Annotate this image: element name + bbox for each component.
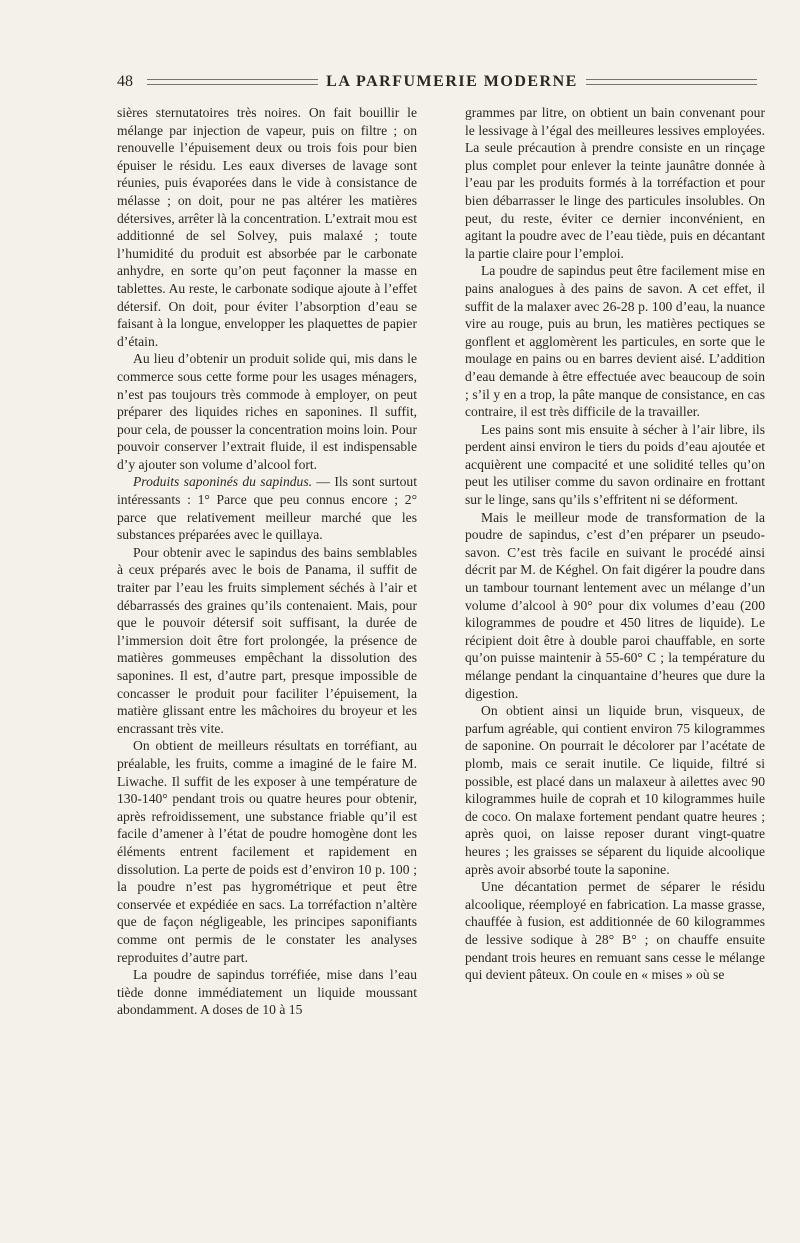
paragraph: On obtient ainsi un liquide brun, visqueux, de parfum agréable, qui contient environ 75 kilogrammes de saponine. On pourrait le décolorer par l’acétate de plomb, mais ce serait inutile. Ce liquide, filtré si possible, est placé dans un malaxeur à ailettes avec 90 kilogrammes huile de coprah et 10 kilogrammes huile de coco. On malaxe fortement pendant quatre heures ; après quoi, on laisse reposer durant vingt-quatre heures ; les graisses se séparent du liquide alcoolique après avoir absorbé toute la saponine. xyxy=(465,703,765,877)
paragraph: Produits saponinés du sapindus. — Ils sont surtout intéressants : 1° Parce que peu connus encore ; 2° parce que relativement meilleur marché que les substances préparées avec le quillaya. xyxy=(117,474,417,543)
header-rule-left xyxy=(147,79,318,85)
paragraph: La poudre de sapindus torréfiée, mise dans l’eau tiède donne immédiatement un liquide moussant abondamment. A doses de 10 à 15 xyxy=(117,967,417,1018)
paragraph: On obtient de meilleurs résultats en torréfiant, au préalable, les fruits, comme a imaginé de le faire M. Liwache. Il suffit de les exposer à une température de 130-140° pendant trois ou quatre heures pour obtenir, après refroidissement, une substance friable qu’il est facile d’amener à l’état de poudre homogène dont les éléments entrent facilement et rapidement en dissolution. La perte de poids est d’environ 10 p. 100 ; la poudre n’est pas hygrométrique et peut être conservée et expédiée en sacs. La torréfaction n’altère que de façon négligeable, les principes saponifiants comme ont permis de le constater les analyses reproduites d’autre part. xyxy=(117,738,417,965)
paragraph: Les pains sont mis ensuite à sécher à l’air libre, ils perdent ainsi environ le tiers du poids d’eau ajoutée et acquièrent une compacité et une solidité telles qu’on peut les utiliser comme du savon ordinaire en frottant sur le linge, sans qu’ils s’effritent ni se déforment. xyxy=(465,421,765,508)
section-heading: Produits saponinés du sapindus. xyxy=(133,474,313,490)
paragraph: La poudre de sapindus peut être facilement mise en pains analogues à des pains de savon. A cet effet, il suffit de la malaxer avec 26-28 p. 100 d’eau, la nuance vire au rouge, puis au brun, les matières pectiques se gonflent et agglomèrent les particules, en sorte que le moulage en pains ou en barres devient aisé. L’addition d’eau demande à être effectuée avec beaucoup de soin ; s’il y en a trop, la pâte manque de consistance, en cas contraire, il est très difficile de la travailler. xyxy=(465,263,765,420)
header-rule-right xyxy=(586,79,757,85)
running-header xyxy=(117,70,765,94)
paragraph: Au lieu d’obtenir un produit solide qui, mis dans le commerce sous cette forme pour les usages ménagers, n’est pas toujours très commode à employer, on peut préparer des liquides riches en saponines. Il suffit, pour cela, de pousser la concentration moins loin. Pour pouvoir conserver l’extrait fluide, il est indispensable d’y ajouter son volume d’alcool fort. xyxy=(117,351,417,472)
paragraph: Pour obtenir avec le sapindus des bains semblables à ceux préparés avec le bois de Panama, il suffit de traiter par l’eau les fruits simplement séchés à l’air et débarrassés des graines qu’ils contenaient. Mais, pour que le pouvoir détersif soit suffisant, la durée de l’immersion doit être fort prolongée, la présence de matières gommeuses empêchant la dissolution des saponines. Il est, d’autre part, presque impossible de concasser le produit pour faciliter l’épuisement, la matière glissant entre les mâchoires du broyeur et les encrassant très vite. xyxy=(117,544,417,736)
right-column xyxy=(465,104,765,984)
paragraph: Une décantation permet de séparer le résidu alcoolique, réemployé en fabrication. La masse grasse, chauffée à fusion, est additionnée de 60 kilogrammes de lessive sodique à 28° B° ; on chauffe ensuite pendant trois heures en remuant sans cesse le mélange qui devient pâteux. On coule en « mises » où se xyxy=(465,879,765,983)
paragraph: Mais le meilleur mode de transformation de la poudre de sapindus, c’est d’en préparer un pseudo-savon. C’est très facile en suivant le procédé ainsi décrit par M. de Kéghel. On fait digérer la poudre dans un tambour tournant lentement avec un mélange d’un volume d’alcool à 90° pour dix volumes d’eau (200 kilogrammes de poudre et 450 litres de liquide). Le récipient doit être à double paroi chauffable, en sorte qu’on puisse maintenir à 55-60° C ; la température du mélange pendant la cinquantaine d’heures que dure la digestion. xyxy=(465,509,765,701)
left-column xyxy=(117,104,417,1019)
page-number: 48 xyxy=(117,73,133,90)
journal-title: LA PARFUMERIE MODERNE xyxy=(326,73,578,90)
paragraph: sières sternutatoires très noires. On fait bouillir le mélange par injection de vapeur, puis on filtre ; on renouvelle l’épuisement deux ou trois fois pour bien épuiser le résidu. Les eaux diverses de lavage sont réunies, puis évaporées dans le vide à consistance de mélasse ; on doit, pour ne pas altérer les matières détersives, arrêter là la concentration. L’extrait mou est additionné de sel Solvey, puis malaxé ; toute l’humidité du produit est absorbée par le carbonate anhydre, en sorte qu’on peut façonner la masse en tablettes. Au reste, le carbonate sodique ajoute à l’effet détersif. On doit, pour éviter l’absorption d’eau se faisant à la longue, envelopper les plaquettes de papier d’étain. xyxy=(117,105,417,349)
paragraph: grammes par litre, on obtient un bain convenant pour le lessivage à l’égal des meilleures lessives employées. La seule précaution à prendre consiste en un rinçage plus complet pour enlever la teinte jaunâtre donnée à l’eau par les produits formés à la torréfaction et pour bien débarrasser le linge des particules insolubles. On peut, du reste, éviter ce dernier inconvénient, en agitant la poudre avec de l’eau tiède, puis en décantant la partie claire pour l’emploi. xyxy=(465,105,765,261)
